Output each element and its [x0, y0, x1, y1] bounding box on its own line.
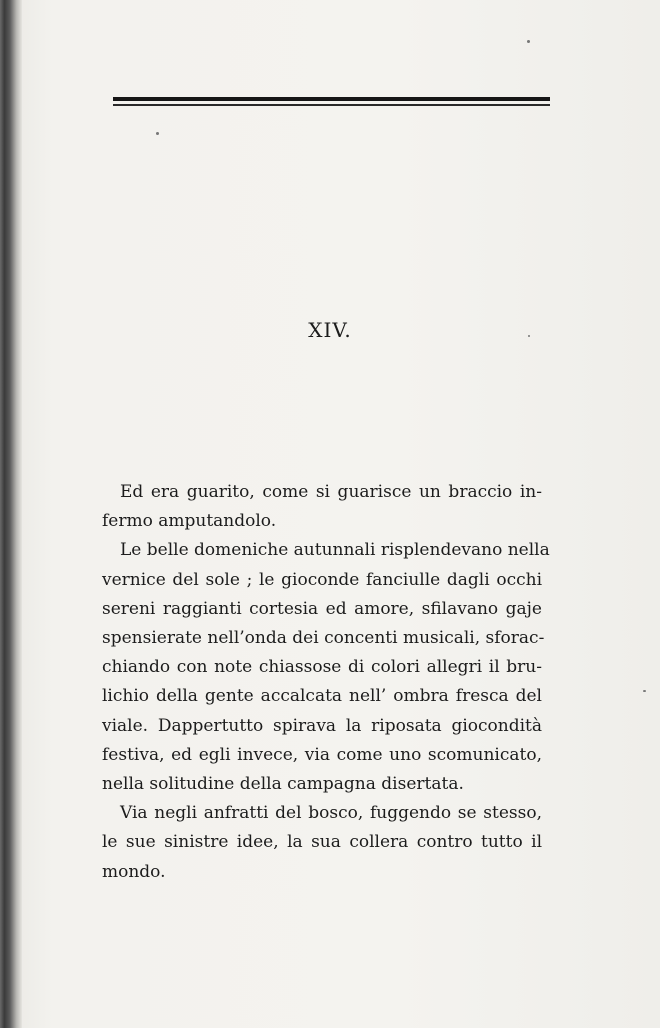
- paper-speck: [528, 335, 530, 337]
- header-rule-thin: [113, 104, 550, 106]
- chapter-number: XIV.: [308, 318, 352, 342]
- paragraph-3: [102, 799, 542, 887]
- text-line: viale. Dappertutto spirava la riposata giocondità: [102, 715, 542, 736]
- header-rule-thick: [113, 97, 550, 101]
- text-line: le sue sinistre idee, la sua collera contro tutto il: [102, 832, 542, 853]
- body-text: [102, 478, 550, 887]
- paragraph-2: [102, 536, 550, 799]
- paper-speck: [156, 132, 159, 135]
- paper-speck: [643, 690, 646, 692]
- text-line: sereni raggianti cortesia ed amore, sfilavano gaje: [102, 598, 542, 619]
- binding-edge: [0, 0, 22, 1028]
- paragraph-1: [102, 478, 542, 536]
- text-line: Le belle domeniche autunnali risplendevano nella: [120, 540, 550, 561]
- text-line: Via negli anfratti del bosco, fuggendo se stesso,: [120, 803, 542, 824]
- text-line: Ed era guarito, come si guarisce un braccio in-: [120, 482, 542, 502]
- text-line: chiando con note chiassose di colori allegri il bru-: [102, 657, 542, 678]
- paper-speck: [527, 40, 530, 43]
- text-line: lichio della gente accalcata nell’ ombra fresca del: [102, 686, 542, 707]
- text-line: festiva, ed egli invece, via come uno scomunicato,: [102, 744, 542, 765]
- text-line: vernice del sole ; le gioconde fanciulle dagli occhi: [102, 569, 542, 590]
- text-line: mondo.: [102, 861, 166, 882]
- text-line: nella solitudine della campagna disertata.: [102, 774, 464, 795]
- text-line: fermo amputandolo.: [102, 511, 277, 532]
- header-rule: [113, 97, 550, 107]
- text-line: spensierate nell’onda dei concenti musicali, sforac-: [102, 628, 545, 649]
